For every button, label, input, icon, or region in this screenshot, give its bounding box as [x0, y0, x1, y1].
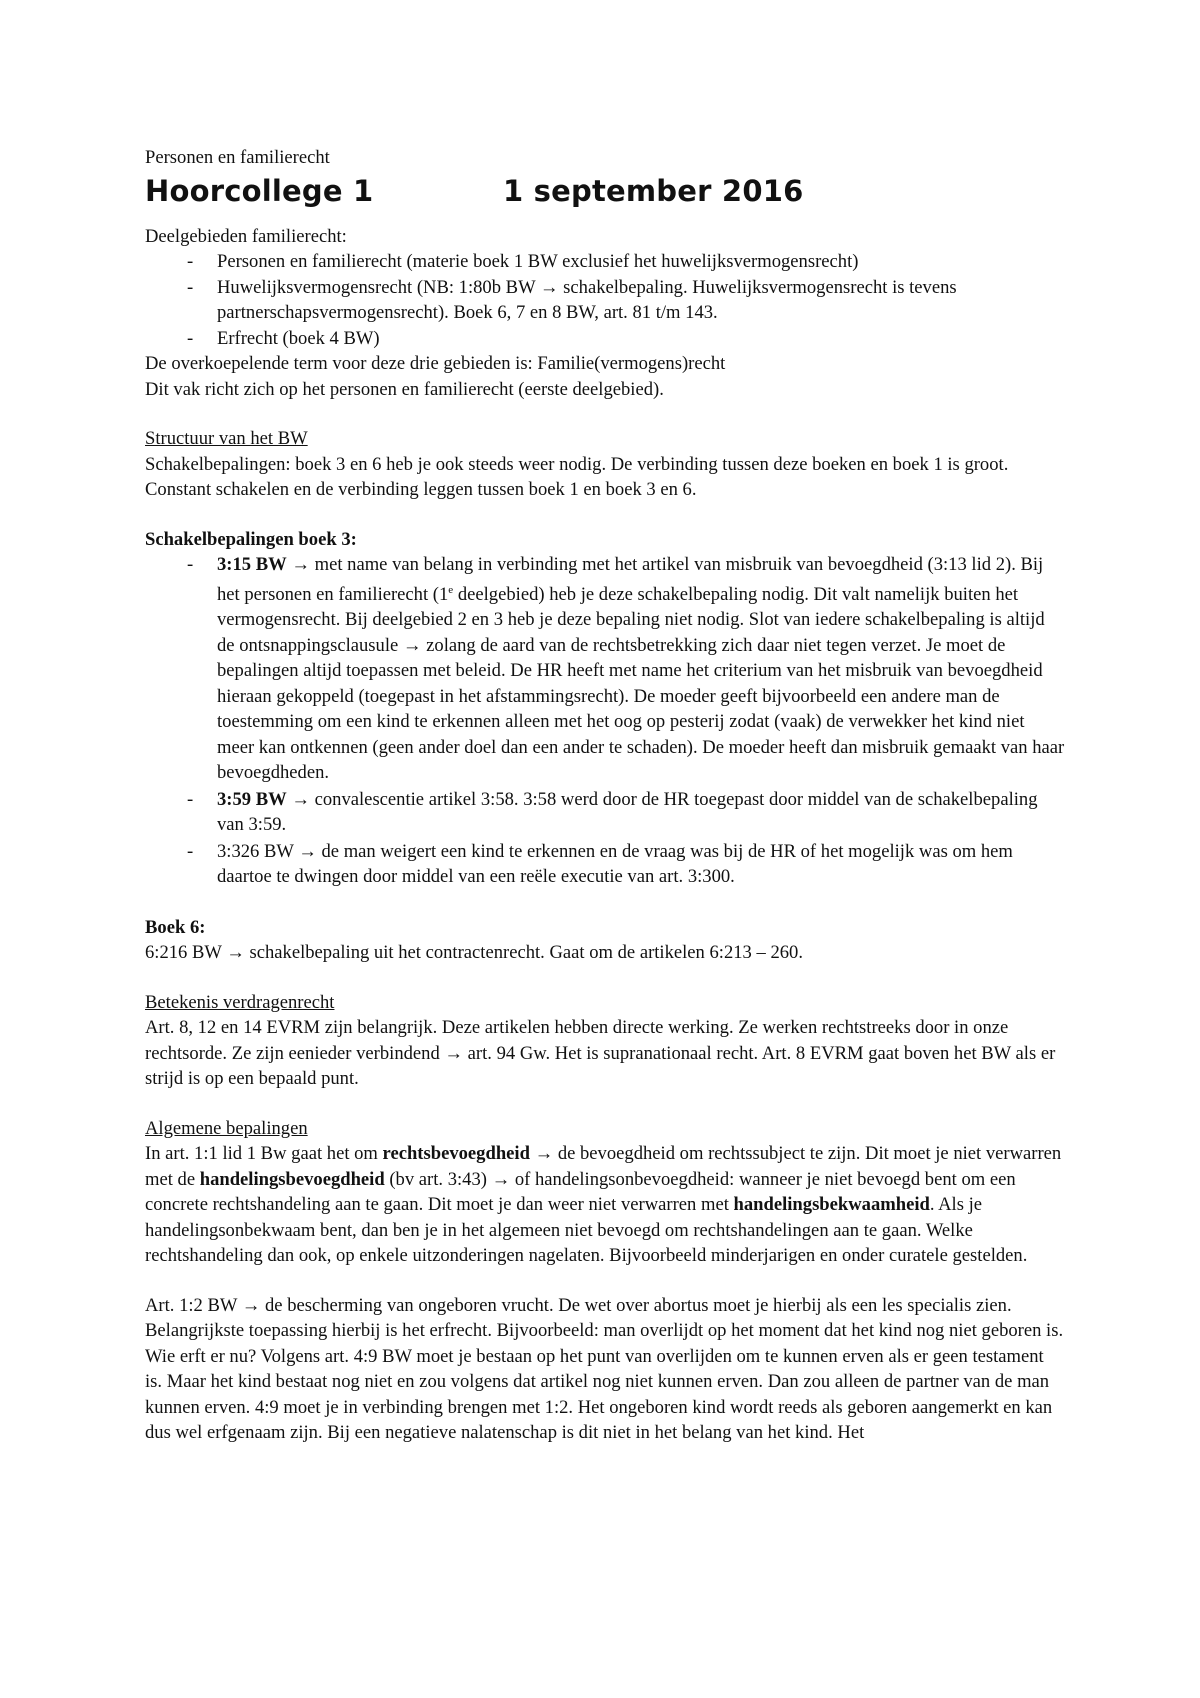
intro-line: De overkoepelende term voor deze drie gebieden is: Familie(vermogens)recht	[145, 353, 726, 374]
list-item: - 3:326 BW → de man weigert een kind te erkennen en de vraag was bij de HR of het mogelijk was om hem daartoe te dwingen door middel van een reële executie van art. 3:300.	[145, 839, 1065, 890]
subfields-list	[145, 249, 1065, 351]
term-handelingsbekwaamheid: handelingsbekwaamheid	[733, 1194, 930, 1216]
paragraph-verdragen: Art. 8, 12 en 14 EVRM zijn belangrijk. Deze artikelen hebben directe werking. Ze werken rechtstreeks door in onze rechtsorde. Ze zijn eenieder verbindend → art. 94 Gw. Het is supranationaal recht. Art. 8 EVRM gaat boven het BW als er strijd is op een bepaald punt.	[145, 1017, 1056, 1090]
spacer	[145, 891, 1065, 915]
term-rechtsbevoegdheid: rechtsbevoegdheid	[382, 1143, 530, 1165]
spacer	[145, 1092, 1065, 1116]
course-subject: Personen en familierecht	[145, 147, 330, 168]
list-item: - Huwelijksvermogensrecht (NB: 1:80b BW → schakelbepaling. Huwelijksvermogensrecht is tevens partnerschapsvermogensrecht). Boek 6, 7 en 8 BW, art. 81 t/m 143.	[145, 275, 1065, 326]
section-heading-algemeen: Algemene bepalingen	[145, 1117, 308, 1139]
section-heading-boek6: Boek 6:	[145, 916, 206, 938]
article-ref: 3:15 BW	[217, 554, 287, 575]
lecture-title-row	[145, 171, 1065, 211]
list-item: - 3:15 BW → met name van belang in verbinding met het artikel van misbruik van bevoegdheid (3:13 lid 2). Bij het personen en familierecht (1e deelgebied) heb je deze schakelbepaling nodig. Dit valt namelijk buiten het vermogensrecht. Bij deelgebied 2 en 3 heb je deze bepaling niet nodig. Slot van iedere schakelbepaling is altijd de ontsnappingsclausule → zolang de aard van de rechtsbetrekking zich daar niet tegen verzet. Je moet de bepalingen altijd toepassen met beleid. De HR heeft met name het criterium van het misbruik van bevoegdheid hieraan gekoppeld (toegepast in het afstammingsrecht). De moeder geeft bijvoorbeeld een andere man de toestemming om een kind te erkennen alleen met het oog op pesterij zodat (vaak) de verwekker het kind niet meer kan ontkennen (geen ander doel dan een ander te schaden). De moeder heeft dan misbruik gemaakt van haar bevoegdheden.	[145, 552, 1065, 786]
lecture-title: Hoorcollege 1	[145, 173, 374, 208]
paragraph-structuur: Schakelbepalingen: boek 3 en 6 heb je ook steeds weer nodig. De verbinding tussen deze boeken en boek 1 is groot. Constant schakelen en de verbinding leggen tussen boek 1 en boek 3 en 6.	[145, 453, 1009, 500]
section-heading-structuur: Structuur van het BW	[145, 428, 308, 449]
section-heading-boek3: Schakelbepalingen boek 3:	[145, 528, 357, 550]
spacer	[145, 503, 1065, 527]
list-item: - 3:59 BW → convalescentie artikel 3:58. 3:58 werd door de HR toegepast door middel van de schakelbepaling van 3:59.	[145, 787, 1065, 838]
paragraph-algemeen-2: Art. 1:2 BW → de bescherming van ongeboren vrucht. De wet over abortus moet je hierbij als een les specialis zien. Belangrijkste toepassing hierbij is het erfrecht. Bijvoorbeeld: man overlijdt op het moment dat het kind nog niet geboren is. Wie erft er nu? Volgens art. 4:9 BW moet je bestaan op het punt van overlijden om te kunnen erven als er geen testament is. Maar het kind bestaat nog niet en zou volgens dat artikel nog niet kunnen erven. Dan zou alleen de partner van de man kunnen erven. 4:9 moet je in verbinding brengen met 1:2. Het ongeboren kind wordt reeds als geboren aangemerkt en kan dus wel erfgenaam zijn. Bij een negatieve nalatenschap is dit niet in het belang van het kind. Het	[145, 1294, 1064, 1444]
list-item: - Personen en familierecht (materie boek 1 BW exclusief het huwelijksvermogensrecht)	[145, 249, 1065, 275]
spacer	[145, 402, 1065, 426]
list-item: - Erfrecht (boek 4 BW)	[145, 326, 1065, 352]
spacer	[145, 966, 1065, 990]
article-ref: 3:59 BW	[217, 788, 287, 810]
document-body	[145, 145, 1065, 1446]
spacer	[145, 1269, 1065, 1293]
paragraph-algemeen-1: In art. 1:1 lid 1 Bw gaat het om rechtsbevoegdheid → de bevoegdheid om rechtssubject te zijn. Dit moet je niet verwarren met de handelingsbevoegdheid (bv art. 3:43) → of handelingsonbevoegdheid: wanneer je niet bevoegd bent om een concrete rechtshandeling aan te gaan. Dit moet je dan weer niet verwarren met handelingsbekwaamheid. Als je handelingsonbekwaam bent, dan ben je in het algemeen niet bevoegd om rechtshandelingen aan te gaan. Welke rechtshandeling dan ook, op enkele uitzonderingen nagelaten. Bijvoorbeeld minderjarigen en onder curatele gestelden.	[145, 1143, 1062, 1267]
lecture-date: 1 september 2016	[503, 173, 804, 208]
section-heading-verdragen: Betekenis verdragenrecht	[145, 991, 335, 1013]
paragraph-boek6: 6:216 BW → schakelbepaling uit het contractenrecht. Gaat om de artikelen 6:213 – 260.	[145, 942, 803, 964]
intro-line: Dit vak richt zich op het personen en familierecht (eerste deelgebied).	[145, 378, 664, 400]
intro-label: Deelgebieden familierecht:	[145, 225, 347, 247]
term-handelingsbevoegdheid: handelingsbevoegdheid	[199, 1168, 385, 1190]
boek3-list	[145, 552, 1065, 890]
